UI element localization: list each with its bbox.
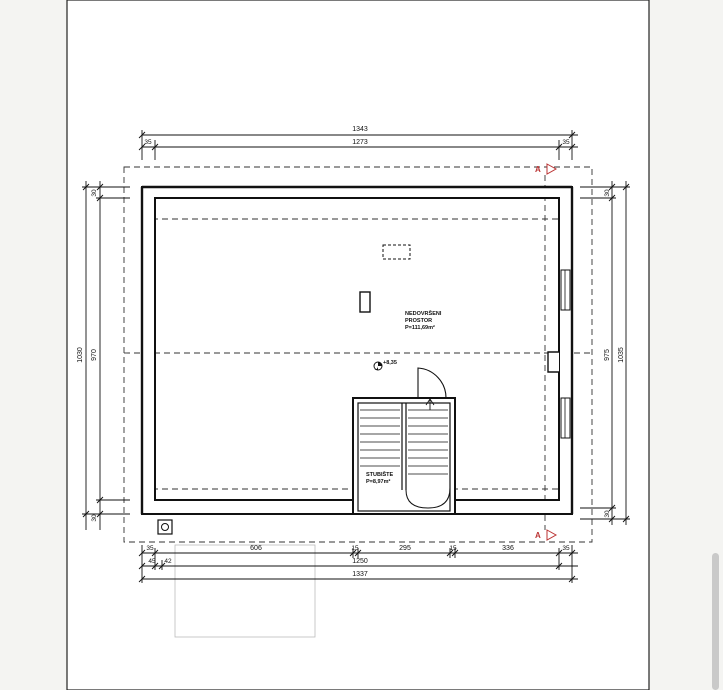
dim-top-left-wall: 35 xyxy=(144,139,152,146)
dim-right-inner: 975 xyxy=(604,349,611,361)
dim-bottom-segment-2: 295 xyxy=(399,545,411,552)
dim-bottom-inner: 1250 xyxy=(352,558,368,565)
dim-bottom-small-2: 42 xyxy=(164,558,172,565)
stair-area: P=8,97m² xyxy=(366,479,391,485)
chimney xyxy=(360,292,370,312)
svg-text:A: A xyxy=(535,531,541,540)
dim-right-outer: 1035 xyxy=(618,347,625,363)
dim-bottom-wall-2: 15 xyxy=(351,545,359,552)
dim-left-outer: 1030 xyxy=(77,347,84,363)
level-marker xyxy=(374,362,382,370)
dim-bottom-small-1: 45 xyxy=(148,558,156,565)
dim-top-inner: 1273 xyxy=(352,139,368,146)
room-name-line2: PROSTOR xyxy=(405,318,433,324)
dim-right-top-wall: 30 xyxy=(604,189,611,197)
dim-bottom-total: 1337 xyxy=(352,571,368,578)
dim-bottom-wall-right: 35 xyxy=(562,545,570,552)
dim-top-right-wall: 35 xyxy=(562,139,570,146)
dim-left-top-wall: 30 xyxy=(91,189,98,197)
dim-bottom-segment-1: 606 xyxy=(250,545,262,552)
dim-bottom-segment-3: 336 xyxy=(502,545,514,552)
room-area: P=111,69m² xyxy=(405,325,435,331)
dim-top-total: 1343 xyxy=(352,126,368,133)
stair-name: STUBIŠTE xyxy=(366,472,394,478)
level-label: +8,35 xyxy=(383,360,397,366)
dim-left-inner: 970 xyxy=(91,349,98,361)
dim-right-bottom-wall: 30 xyxy=(604,510,611,518)
svg-text:A: A xyxy=(535,165,541,174)
dim-left-bottom-wall: 30 xyxy=(91,514,98,522)
scrollbar[interactable] xyxy=(712,553,719,690)
dim-bottom-wall-3: 15 xyxy=(449,545,457,552)
dim-bottom-wall-left: 35 xyxy=(146,545,154,552)
room-name-line1: NEDOVRŠENI xyxy=(405,311,442,317)
